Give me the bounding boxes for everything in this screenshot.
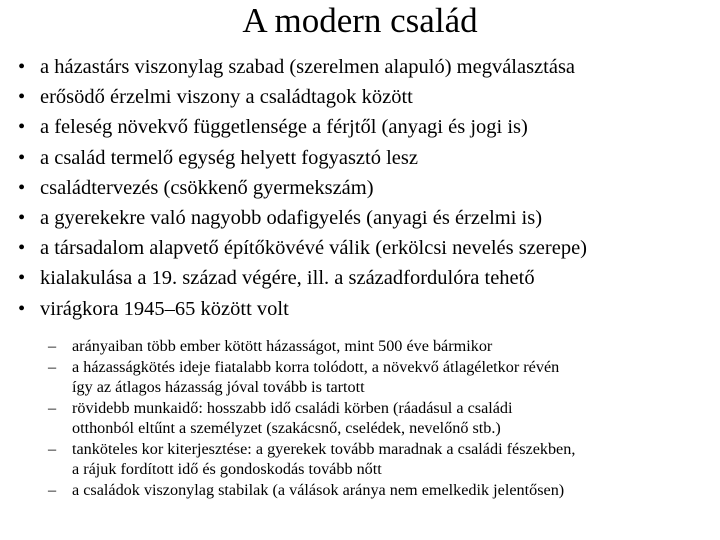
dash-icon: – <box>48 357 57 376</box>
sub-bullet-item <box>48 357 708 398</box>
bullet-icon: • <box>18 116 26 139</box>
bullet-text: kialakulása a 19. század végére, ill. a századfordulóra tehető <box>40 267 535 290</box>
sub-bullet-text-continued: otthonból eltűnt a személyzet (szakácsnő, cselédek, nevelőnő stb.) <box>72 419 501 437</box>
dash-icon: – <box>48 398 57 417</box>
sub-bullet-item <box>48 398 708 439</box>
bullet-item <box>18 143 708 173</box>
bullet-text: erősödő érzelmi viszony a családtagok között <box>40 86 413 109</box>
dash-icon: – <box>48 439 57 458</box>
sub-bullet-text: tanköteles kor kiterjesztése: a gyerekek tovább maradnak a családi fészekben, <box>72 439 576 458</box>
bullet-text: a család termelő egység helyett fogyasztó lesz <box>40 146 418 169</box>
bullet-icon: • <box>18 176 26 199</box>
dash-icon: – <box>48 480 57 499</box>
bullet-icon: • <box>18 207 26 230</box>
bullet-text: a feleség növekvő függetlensége a férjtől (anyagi és jogi is) <box>40 116 528 139</box>
sub-bullet-item <box>48 336 708 357</box>
dash-icon: – <box>48 337 57 355</box>
bullet-text: családtervezés (csökkenő gyermekszám) <box>40 176 374 199</box>
sub-bullet-text: rövidebb munkaidő: hosszabb idő családi körben (ráadásul a családi <box>72 398 513 417</box>
bullet-item <box>18 82 708 112</box>
bullet-text: a házastárs viszonylag szabad (szerelmen alapuló) megválasztása <box>40 56 576 78</box>
sub-bullet-text-continued: a rájuk fordított idő és gondoskodás tovább nőtt <box>72 460 382 478</box>
bullet-text: a társadalom alapvető építőkövévé válik (erkölcsi nevelés szerepe) <box>40 237 587 260</box>
bullet-text: virágkora 1945–65 között volt <box>40 297 289 320</box>
sub-bullet-text: a házasságkötés ideje fiatalabb korra tolódott, a növekvő átlagéletkor révén <box>72 357 560 376</box>
bullet-item <box>18 233 708 263</box>
bullet-icon: • <box>18 86 26 109</box>
sub-bullet-text: a családok viszonylag stabilak (a válások aránya nem emelkedik jelentősen) <box>72 480 565 499</box>
bullet-item <box>18 173 708 203</box>
sub-bullet-list <box>48 336 708 500</box>
bullet-item <box>18 112 708 142</box>
bullet-item <box>18 263 708 293</box>
bullet-icon: • <box>18 237 26 260</box>
bullet-item <box>18 203 708 233</box>
bullet-text: a gyerekekre való nagyobb odafigyelés (anyagi és érzelmi is) <box>40 207 543 230</box>
bullet-list <box>18 52 708 324</box>
bullet-item <box>18 52 708 82</box>
bullet-icon: • <box>18 146 26 169</box>
bullet-icon: • <box>18 56 26 78</box>
slide-title: A modern család <box>242 1 478 40</box>
bullet-item <box>18 294 708 324</box>
bullet-icon: • <box>18 267 26 290</box>
sub-bullet-text: arányaiban több ember kötött házasságot, mint 500 éve bármikor <box>72 337 493 355</box>
sub-bullet-item <box>48 480 708 501</box>
bullet-icon: • <box>18 297 26 320</box>
sub-bullet-item <box>48 439 708 480</box>
sub-bullet-text-continued: így az átlagos házasság jóval tovább is tartott <box>72 378 365 396</box>
